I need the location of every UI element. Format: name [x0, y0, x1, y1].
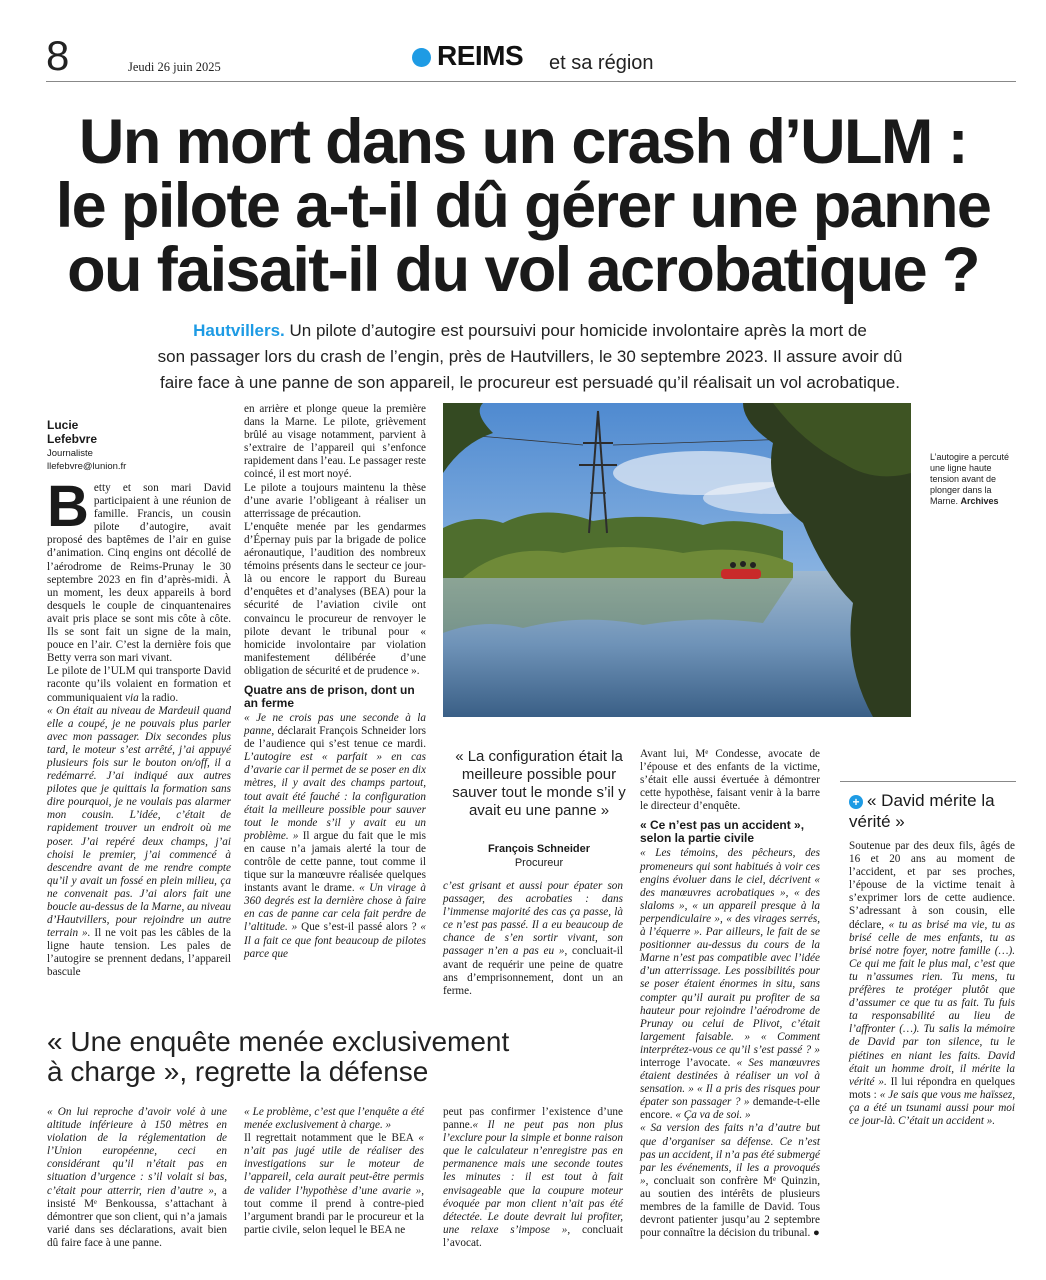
standfirst-place: Hautvillers. — [193, 321, 285, 340]
paragraph: Le pilote de l’ULM qui transporte David raconte qu’ils volaient en formation et communiquaient — [47, 665, 231, 704]
quote: c’est grisant et aussi pour épater son passager, des acrobaties : dans l’immense majorité des cas ça passe, là ce n’est pas passé. Il a eu beaucoup de chance de s’en sortir vivant, son passager n’en a pas eu » — [443, 880, 623, 958]
quote: « Un virage à 360 degrés est la dernière chose à faire en cas de panne car cela fait perdre de l’altitude. » — [244, 882, 426, 934]
sidebar-title — [849, 790, 1019, 832]
paragraph: , concluait-il avant de requérir une peine de quatre ans d’emprisonnement, dont un an ferme. — [443, 945, 623, 997]
byline-role: Journaliste — [47, 448, 93, 459]
quote: « On lui reproche d’avoir volé à une altitude inférieure à 150 mètres en violation de la réglementation de l’Union européenne, ceci en considérant qu’il n’était pas en situation d’urgence : s’il volait si bas, c’était pour atterrir, rien d’autre » — [47, 1106, 227, 1197]
standfirst — [120, 318, 940, 396]
paragraph: demande-t-elle encore. — [640, 1096, 820, 1122]
photo-credit: Archives — [960, 496, 999, 506]
sidebar-column — [849, 840, 1015, 1128]
intertitle: « Ce n’est pas un accident », selon la partie civile — [640, 818, 805, 846]
quote: « Ça va de soi. » — [675, 1109, 751, 1122]
photo-caption-text: L’autogire a percuté une ligne haute tension avant de plonger dans la Marne. — [930, 452, 1010, 506]
paragraph: en arrière et plonge queue la première dans la Marne. Le pilote, grièvement brûlé au visage notamment, parvient à s’extraire de l’appareil qui s’enfonce rapidement dans l’eau. Le passager reste coincé, il est mort noyé. — [244, 403, 426, 481]
pull-quote-role: Procureur — [514, 857, 564, 869]
pull-quote-author: François Schneider — [487, 843, 591, 855]
standfirst-line-2: son passager lors du crash de l’engin, près de Hautvillers, le 30 septembre 2023. Il assure avoir dû — [157, 347, 903, 366]
headline — [30, 107, 1016, 305]
paragraph-end: la radio. — [138, 691, 179, 704]
headline-line-1: Un mort dans un crash d’ULM : — [78, 107, 968, 177]
paragraph: déclarait François Schneider lors de l’audience qui s’est tenue ce mardi. — [244, 725, 426, 751]
quote: « tu as brisé ma vie, tu as brisé celle de mes enfants, tu as brisé notre foyer, notre famille (…). Ce qui me fait le plus mal, c’est que tu n’assumes rien. Tu mens, tu préfères te protéger plutôt que d’assumer ce que tu as fait. Tu fuis ta responsabilité au lieu de l’affronter (…). Tu salis la mémoire de David par ton silence, tu le piétines en niant les faits. David était un homme droit, il mérite la vérité ». — [849, 918, 1015, 1088]
paragraph: L’enquête menée par les gendarmes d’Épernay puis par la brigade de police aéronautique, l’audition des nombreux témoins présents dans le secteur ce jour-là ou encore le rapport du Bureau d’enquêtes et d’analyses (BEA) pour la sécurité de l’aviation civile ont convaincu le procureur de renvoyer le pilote devant le tribunal pour « homicide involontaire par violation manifestement délibérée d’une obligation de sécurité et de prudence ». — [244, 520, 426, 677]
byline-first-name: Lucie — [47, 418, 79, 432]
quote: « Sa version des faits n’a d’autre but que d’organiser sa défense. Ce n’est pas un accident, il n’a pas été submergé par les événements, il les a provoqués » — [640, 1122, 820, 1187]
quote: « n’ait pas jugé utile de réaliser des investigations sur le moteur de l’appareil, cela aurait peut-être permis de valider l’hypothèse d’une avarie » — [244, 1132, 424, 1197]
header-rule — [46, 81, 1016, 82]
paragraph: , concluait l’avocat. — [443, 1223, 623, 1249]
quote: « Je ne crois pas une seconde à la panne, — [244, 711, 426, 738]
defense-column-2 — [244, 1106, 424, 1237]
defense-column-1 — [47, 1106, 227, 1250]
drop-cap: B — [47, 474, 89, 539]
paragraph: Il lui répondra en quelques mots : — [849, 1075, 1015, 1101]
section-name: REIMS — [437, 40, 524, 71]
quote: « Le problème, c’est que l’enquête a été menée exclusivement à charge. » — [244, 1106, 424, 1132]
standfirst-line-1: Un pilote d’autogire est poursuivi pour homicide involontaire après la mort de — [284, 321, 867, 340]
headline-line-2: le pilote a-t-il dû gérer une panne — [55, 171, 991, 241]
quote: « Il ne peut pas non plus l’exclure pour la simple et bonne raison que le calculateur n’enregistre pas en permanence mais une seconde toutes les minutes : il est tout à fait envisageable que la coupure moteur évoquée par mon client n’ait pas été détectée. Le doute devrait lui profiter, une relaxe s’impose » — [443, 1119, 623, 1236]
paragraph: Il argue du fait que le mis en cause n’a jamais alerté la tour de contrôle de cette panne, tout comme il tique sur la manœuvre réalisée quelques instants avant le drame. — [244, 829, 427, 895]
photo-caption — [930, 452, 1022, 507]
paragraph: , a insisté Mᵉ Benkoussa, s’attachant à démontrer que son client, qui n’a jamais varié dans ses déclarations, avait bien dû faire face à une panne. — [47, 1184, 227, 1249]
byline-author — [47, 418, 97, 446]
paragraph: Il regrettait notamment que le BEA — [244, 1132, 419, 1145]
paragraph: etty et son mari David participaient à une réunion de famille. Francis, un cousin pilote d’autogire, avait proposé des baptêmes de l’air en guise d’animation. Cinq engins ont décollé de l’aérodrome de Reims-Prunay le 30 septembre 2023 en fin d’après-midi. À un moment, les deux appareils à bord desquels le couple de cinquantenaires avait pris place se sont mis côte à côte. Ils se sont fait un signe de la main, pouce en l’air. C’est la dernière fois que Betty verra son mari vivant. — [47, 482, 231, 665]
paragraph: Le pilote a toujours maintenu la thèse d’une avarie l’obligeant à réaliser un atterrissage de précaution. — [244, 481, 426, 520]
article-column-3 — [443, 880, 623, 998]
emphasis: via — [125, 691, 139, 704]
headline-line-3: ou faisait-il du vol acrobatique ? — [67, 235, 979, 305]
paragraph: interroge l’avocate. — [640, 1056, 737, 1069]
quote: « Je sais que vous me haïssez, ça a été un tsunami aussi pour moi ce jour-là. C’était un accident ». — [849, 1088, 1015, 1127]
section-subtitle: et sa région — [549, 52, 654, 74]
river-photo — [443, 403, 911, 717]
sub-headline-line-1: « Une enquête menée exclusivement — [47, 1026, 510, 1057]
paragraph: Avant lui, Mᵉ Condesse, avocate de l’épouse et des enfants de la victime, s’était elle aussi évertuée à démontrer cette hypothèse, faisant venir à la barre le directeur d’enquête. — [640, 748, 820, 813]
byline-last-name: Lefebvre — [47, 432, 98, 446]
plus-circle-icon: + — [849, 795, 863, 809]
defense-column-3 — [443, 1106, 623, 1250]
quote: « Ses manœuvres étaient destinées à réaliser un vol à sensation. » « Il a pris des risques pour épater son passager ? » — [640, 1056, 820, 1109]
pull-quote: « La configuration était la meilleure possible pour sauver tout le monde s’il y avait eu une panne » — [452, 748, 626, 819]
sidebar-rule — [840, 781, 1016, 782]
article-column-1 — [47, 474, 231, 980]
quote-paragraph: « On était au niveau de Mardeuil quand elle a coupé, je ne pouvais plus parler avec mon passager. Dix secondes plus tard, le moteur s’est arrêté, j’ai appuyé plusieurs fois sur le bouton on/off, il a redémarré. J’ai indiqué aux autres pilotes que je quittais la formation sans dire pourquoi, je ne voulais pas alarmer mon cousin. L’idée, c’était de rapidement trouver un endroit où me poser. J’ai repéré deux champs, j’ai choisi le premier, j’ai commencé à descendre avant de me rendre compte qu’il y avait un fossé en plein milieu, ça ne convenait pas. J’ai alors fait une boucle au-dessus de la Marne, au niveau d’Hautvillers, pour rejoindre un autre terrain ». — [47, 704, 231, 940]
paragraph: , concluait son confrère Mᵉ Quinzin, au soutien des intérêts de plusieurs membres de la famille de David. Tous devront patienter jusqu’au 2 septembre pour connaître la décision du tribunal. ● — [640, 1174, 820, 1240]
paragraph: , tout comme il prend à contre-pied l’argument brandi par le procureur et la partie civile, selon lequel le BEA ne — [244, 1184, 424, 1236]
sub-headline — [47, 1027, 607, 1087]
issue-date: Jeudi 26 juin 2025 — [128, 60, 221, 74]
byline-email[interactable]: llefebvre@lunion.fr — [47, 461, 127, 472]
intertitle: Quatre ans de prison, dont un an ferme — [244, 682, 415, 710]
sidebar-title-text: « David mérite la vérité » — [849, 791, 995, 831]
blue-dot-icon — [412, 48, 431, 67]
article-column-2 — [244, 403, 426, 961]
quote: L’autogire est « parfait » en cas d’avarie car il permet de se poser en dix mètres, il y avait des champs partout, tout avait été fauché : la configuration était la meilleure possible pour sauver tout le monde s’il y avait eu un problème. » — [244, 751, 426, 842]
page-number: 8 — [46, 32, 70, 79]
paragraph: Soutenue par des deux fils, âgés de 16 et 20 ans au moment de l’accident, et par ses proches, l’épouse de la victime tenait à s’exprimer lors de cette audience. S’adressant à son cousin, elle déclare, — [849, 840, 1015, 931]
river-photo-illustration — [443, 403, 911, 717]
paragraph: Il ne voit pas les câbles de la ligne haute tension. Les pales de l’autogire se prennent dedans, l’appareil bascule — [47, 927, 231, 979]
paragraph: peut pas confirmer l’existence d’une panne. — [443, 1106, 623, 1132]
quote: « Les témoins, des pêcheurs, des promeneurs qui sont habitués à voir ces engins évoluer dans le ciel, décrivent « des manœuvres acrobatiques », « des slaloms », « un appareil presque à la perpendiculaire », « des virages serrés, à l’équerre ». Par ailleurs, le fait de se positionner au-dessus du cours de la Marne n’est pas compatible avec l’idée d’un atterrissage. Les possibilités pour se poser étaient énormes in situ, sans compter qu’il aurait pu profiter de sa hauteur pour rejoindre l’aérodrome de Prunay ou celui de Plivot, c’était largement faisable. » « Comment interprétez-vous ce qu’il s’est passé ? » — [640, 847, 820, 1056]
article-column-4 — [640, 748, 820, 1240]
standfirst-line-3: faire face à une panne de son appareil, le procureur est persuadé qu’il réalisait un vol acrobatique. — [160, 373, 900, 392]
quote: « Il a fait ce que font beaucoup de pilotes parce que — [244, 921, 426, 960]
sub-headline-line-2: à charge », regrette la défense — [47, 1056, 429, 1087]
paragraph: Que s’est-il passé alors ? — [297, 921, 421, 934]
